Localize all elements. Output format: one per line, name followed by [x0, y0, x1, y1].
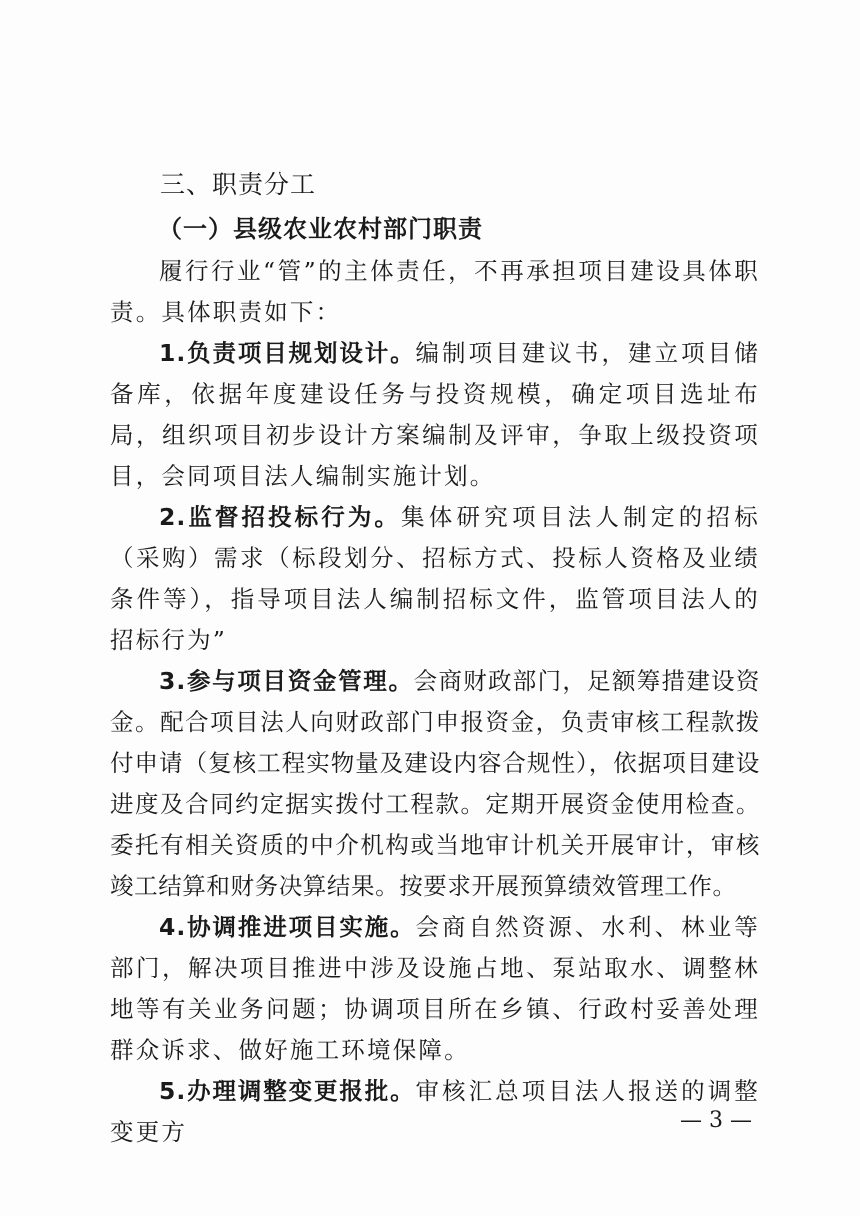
duty-item-1 [110, 333, 760, 497]
duty-item-5 [110, 1071, 760, 1153]
duty-item-4-lead: 4.协调推进项目实施。 [159, 913, 416, 941]
page-number: — 3 — [680, 1108, 752, 1133]
section-title: 三、职责分工 [160, 170, 317, 199]
duty-item-2-body: 集体研究项目法人制定的招标（采购）需求（标段划分、招标方式、投标人资格及业绩条件等），指导项目法人编制招标文件，监管项目法人的招标行为” [110, 503, 760, 654]
duty-item-5-body: 审核汇总项目法人报送的调整变更方 [110, 1077, 760, 1146]
duty-item-2 [110, 497, 760, 661]
duty-item-4 [110, 907, 760, 1071]
document-body [110, 163, 760, 1153]
duty-item-5-lead: 5.办理调整变更报批。 [159, 1077, 416, 1105]
duty-item-1-body: 编制项目建议书，建立项目储备库，依据年度建设任务与投资规模，确定项目选址布局，组织项目初步设计方案编制及评审，争取上级投资项目，会同项目法人编制实施计划。 [110, 339, 760, 490]
duty-item-4-body: 会商自然资源、水利、林业等部门，解决项目推进中涉及设施占地、泵站取水、调整林地等有关业务问题；协调项目所在乡镇、行政村妥善处理群众诉求、做好施工环境保障。 [110, 913, 760, 1064]
intro-paragraph: 履行行业“管”的主体责任，不再承担项目建设具体职责。具体职责如下： [110, 257, 760, 326]
duty-item-2-lead: 2.监督招投标行为。 [159, 503, 401, 531]
duty-item-3 [110, 661, 760, 907]
duty-item-1-lead: 1.负责项目规划设计。 [159, 339, 416, 367]
subsection-title: （一）县级农业农村部门职责 [158, 215, 483, 243]
duty-item-3-body: 会商财政部门，足额筹措建设资金。配合项目法人向财政部门申报资金，负责审核工程款拨付申请（复核工程实物量及建设内容合规性），依据项目建设进度及合同约定据实拨付工程款。定期开展资金使用检查。委托有相关资质的中介机构或当地审计机关开展审计，审核竣工结算和财务决算结果。按要求开展预算绩效管理工作。 [110, 667, 760, 900]
duty-item-3-lead: 3.参与项目资金管理。 [159, 667, 414, 695]
